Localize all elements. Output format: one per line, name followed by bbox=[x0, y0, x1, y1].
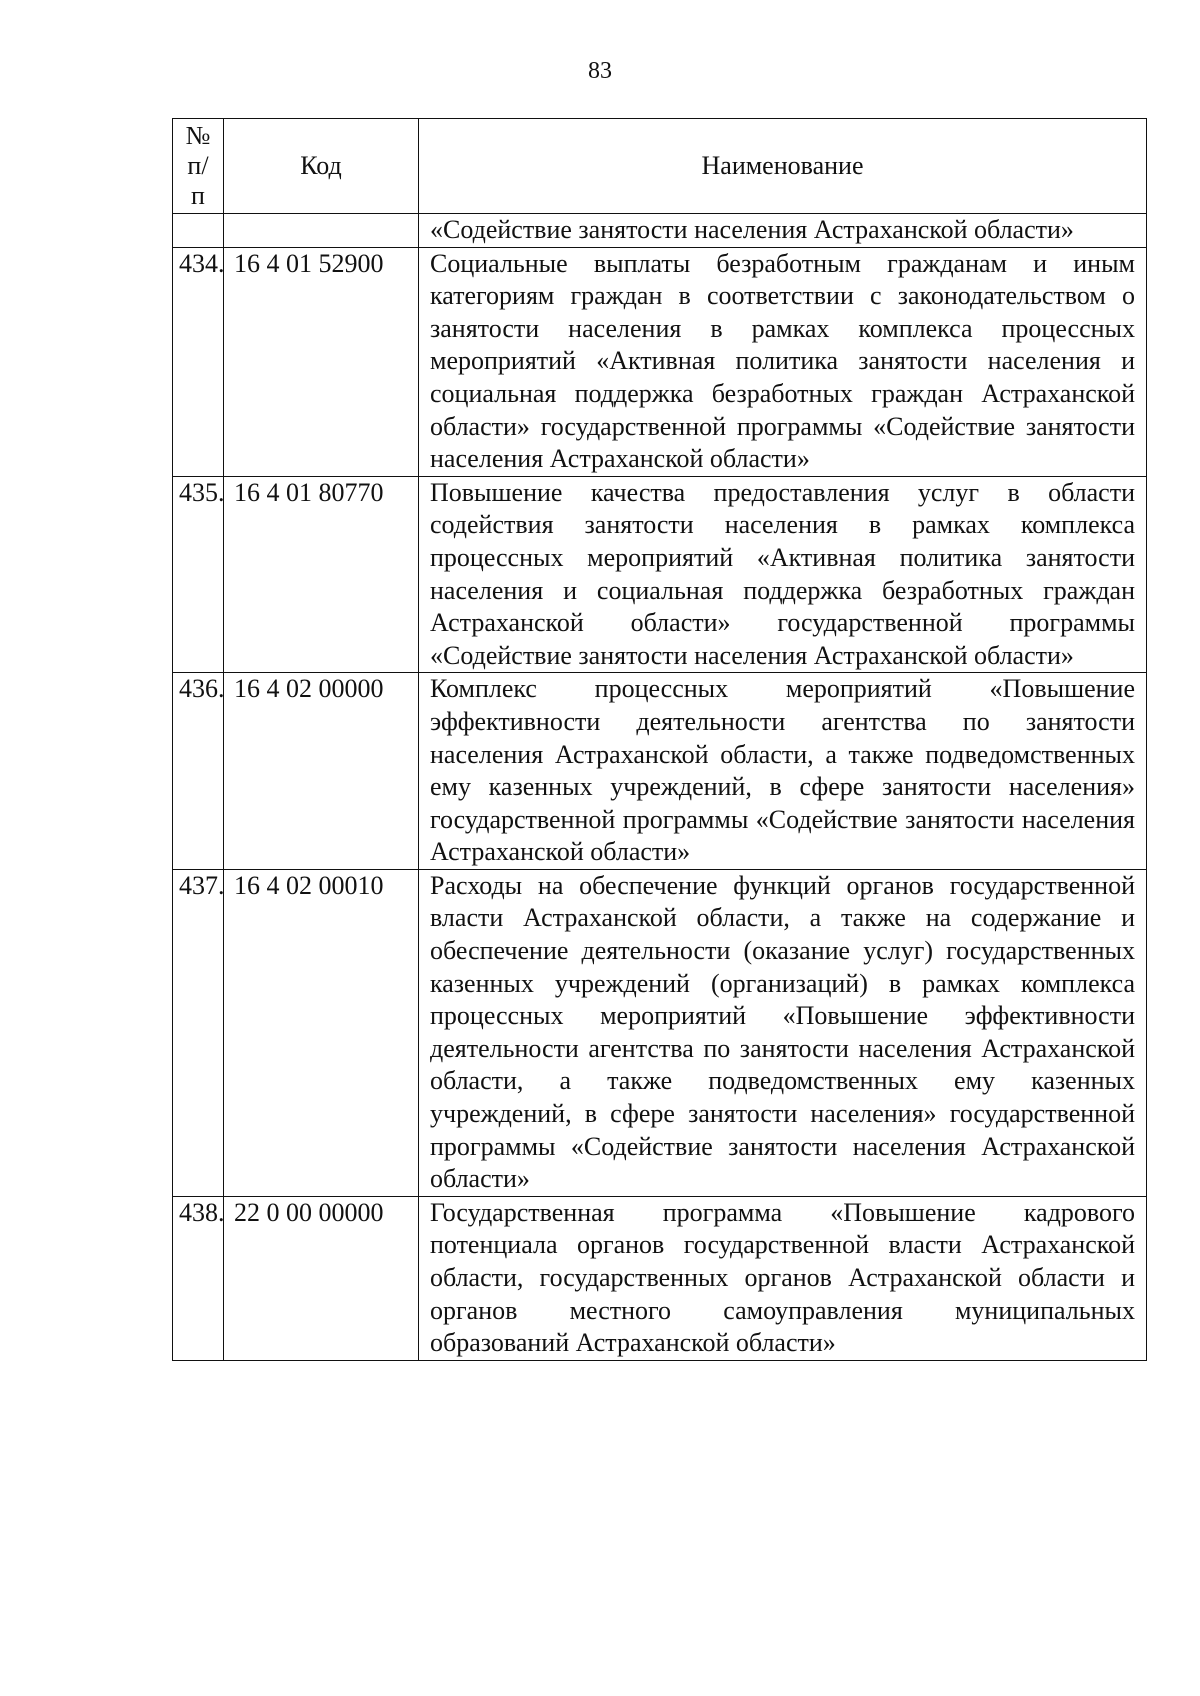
row-code: 16 4 02 00000 bbox=[224, 673, 419, 870]
budget-codes-table bbox=[172, 118, 1147, 1361]
header-code: Код bbox=[224, 119, 419, 214]
table-row bbox=[173, 1196, 1147, 1360]
row-code: 16 4 01 80770 bbox=[224, 476, 419, 673]
table-body bbox=[173, 214, 1147, 1361]
table-header bbox=[173, 119, 1147, 214]
row-name: «Содействие занятости населения Астраханской области» bbox=[419, 214, 1147, 248]
table-row bbox=[173, 869, 1147, 1196]
row-num: 438. bbox=[173, 1196, 224, 1360]
row-num bbox=[173, 214, 224, 248]
row-num: 437. bbox=[173, 869, 224, 1196]
row-name: Повышение качества предоставления услуг в области содействия занятости населения в рамках комплекса процессных мероприятий «Активная политика занятости населения и социальная поддержка безработных граждан Астраханской области» государственной программы «Содействие занятости населения Астраханской области» bbox=[419, 476, 1147, 673]
header-num bbox=[173, 119, 224, 214]
row-name: Социальные выплаты безработным гражданам и иным категориям граждан в соответствии с законодательством о занятости населения в рамках комплекса процессных мероприятий «Активная политика занятости населения и социальная поддержка безработных граждан Астраханской области» государственной программы «Содействие занятости населения Астраханской области» bbox=[419, 247, 1147, 476]
header-name: Наименование bbox=[419, 119, 1147, 214]
row-code: 22 0 00 00000 bbox=[224, 1196, 419, 1360]
table-header-row bbox=[173, 119, 1147, 214]
page-number: 83 bbox=[588, 58, 612, 84]
row-name: Расходы на обеспечение функций органов государственной власти Астраханской области, а также на содержание и обеспечение деятельности (оказание услуг) государственных казенных учреждений (организаций) в рамках комплекса процессных мероприятий «Повышение эффективности деятельности агентства по занятости населения Астраханской области, а также подведомственных ему казенных учреждений, в сфере занятости населения» государственной программы «Содействие занятости населения Астраханской области» bbox=[419, 869, 1147, 1196]
row-num: 435. bbox=[173, 476, 224, 673]
header-num-label: № п/п bbox=[185, 121, 211, 210]
row-code: 16 4 01 52900 bbox=[224, 247, 419, 476]
row-name: Комплекс процессных мероприятий «Повышение эффективности деятельности агентства по занятости населения Астраханской области, а также подведомственных ему казенных учреждений, в сфере занятости населения» государственной программы «Содействие занятости населения Астраханской области» bbox=[419, 673, 1147, 870]
table-row bbox=[173, 476, 1147, 673]
table-row bbox=[173, 214, 1147, 248]
row-num: 436. bbox=[173, 673, 224, 870]
row-code bbox=[224, 214, 419, 248]
row-num: 434. bbox=[173, 247, 224, 476]
table-row bbox=[173, 247, 1147, 476]
row-code: 16 4 02 00010 bbox=[224, 869, 419, 1196]
row-name: Государственная программа «Повышение кадрового потенциала органов государственной власти Астраханской области, государственных органов Астраханской области и органов местного самоуправления муниципальных образований Астраханской области» bbox=[419, 1196, 1147, 1360]
table-row bbox=[173, 673, 1147, 870]
